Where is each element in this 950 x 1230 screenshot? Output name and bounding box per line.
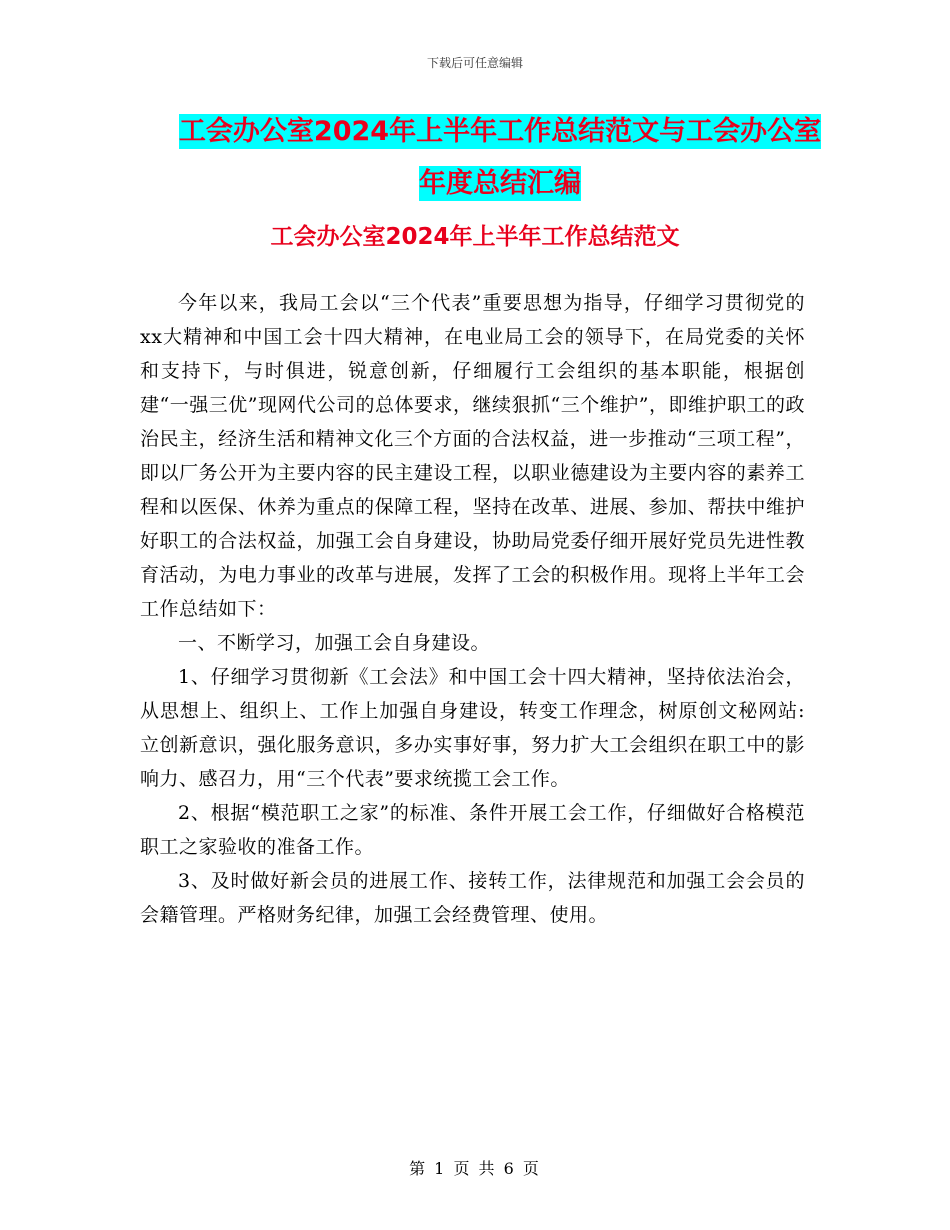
paragraph-item-3: 3、及时做好新会员的进展工作、接转工作，法律规范和加强工会会员的会籍管理。严格财务纪律，加强工会经费管理、使用。 xyxy=(140,870,805,926)
document-body xyxy=(140,286,805,932)
document-title xyxy=(120,106,880,210)
paragraph-intro: 今年以来，我局工会以“三个代表”重要思想为指导，仔细学习贯彻党的xx大精神和中国工会十四大精神，在电业局工会的领导下，在局党委的关怀和支持下，与时俱进，锐意创新，仔细履行工会组织的基本职能，根据创建“一强三优”现网代公司的总体要求，继续狠抓“三个维护”，即维护职工的政治民主，经济生活和精神文化三个方面的合法权益，进一步推动“三项工程”，即以厂务公开为主要内容的民主建设工程，以职业德建设为主要内容的素养工程和以医保、休养为重点的保障工程，坚持在改革、进展、参加、帮扶中维护好职工的合法权益，加强工会自身建设，协助局党委仔细开展好党员先进性教育活动，为电力事业的改革与进展，发挥了工会的积极作用。现将上半年工会工作总结如下： xyxy=(140,292,805,620)
paragraph-item-2: 2、根据“模范职工之家”的标准、条件开展工会工作，仔细做好合格模范职工之家验收的准备工作。 xyxy=(140,802,805,858)
title-line-1: 工会办公室2024年上半年工作总结范文与工会办公室 xyxy=(178,116,822,147)
title-line-2: 年度总结汇编 xyxy=(419,168,581,199)
paragraph-heading-1: 一、不断学习，加强工会自身建设。 xyxy=(178,632,491,654)
paragraph-item-1: 1、仔细学习贯彻新《工会法》和中国工会十四大精神，坚持依法治会，从思想上、组织上、工作上加强自身建设，转变工作理念，树原创文秘网站:立创新意识，强化服务意识，多办实事好事，努力扩大工会组织在职工中的影响力、感召力，用“三个代表”要求统揽工会工作。 xyxy=(140,666,805,790)
section-title: 工会办公室2024年上半年工作总结范文 xyxy=(270,224,680,250)
page-number: 第 1 页 共 6 页 xyxy=(409,1159,541,1178)
header-note: 下载后可任意编辑 xyxy=(426,56,523,70)
